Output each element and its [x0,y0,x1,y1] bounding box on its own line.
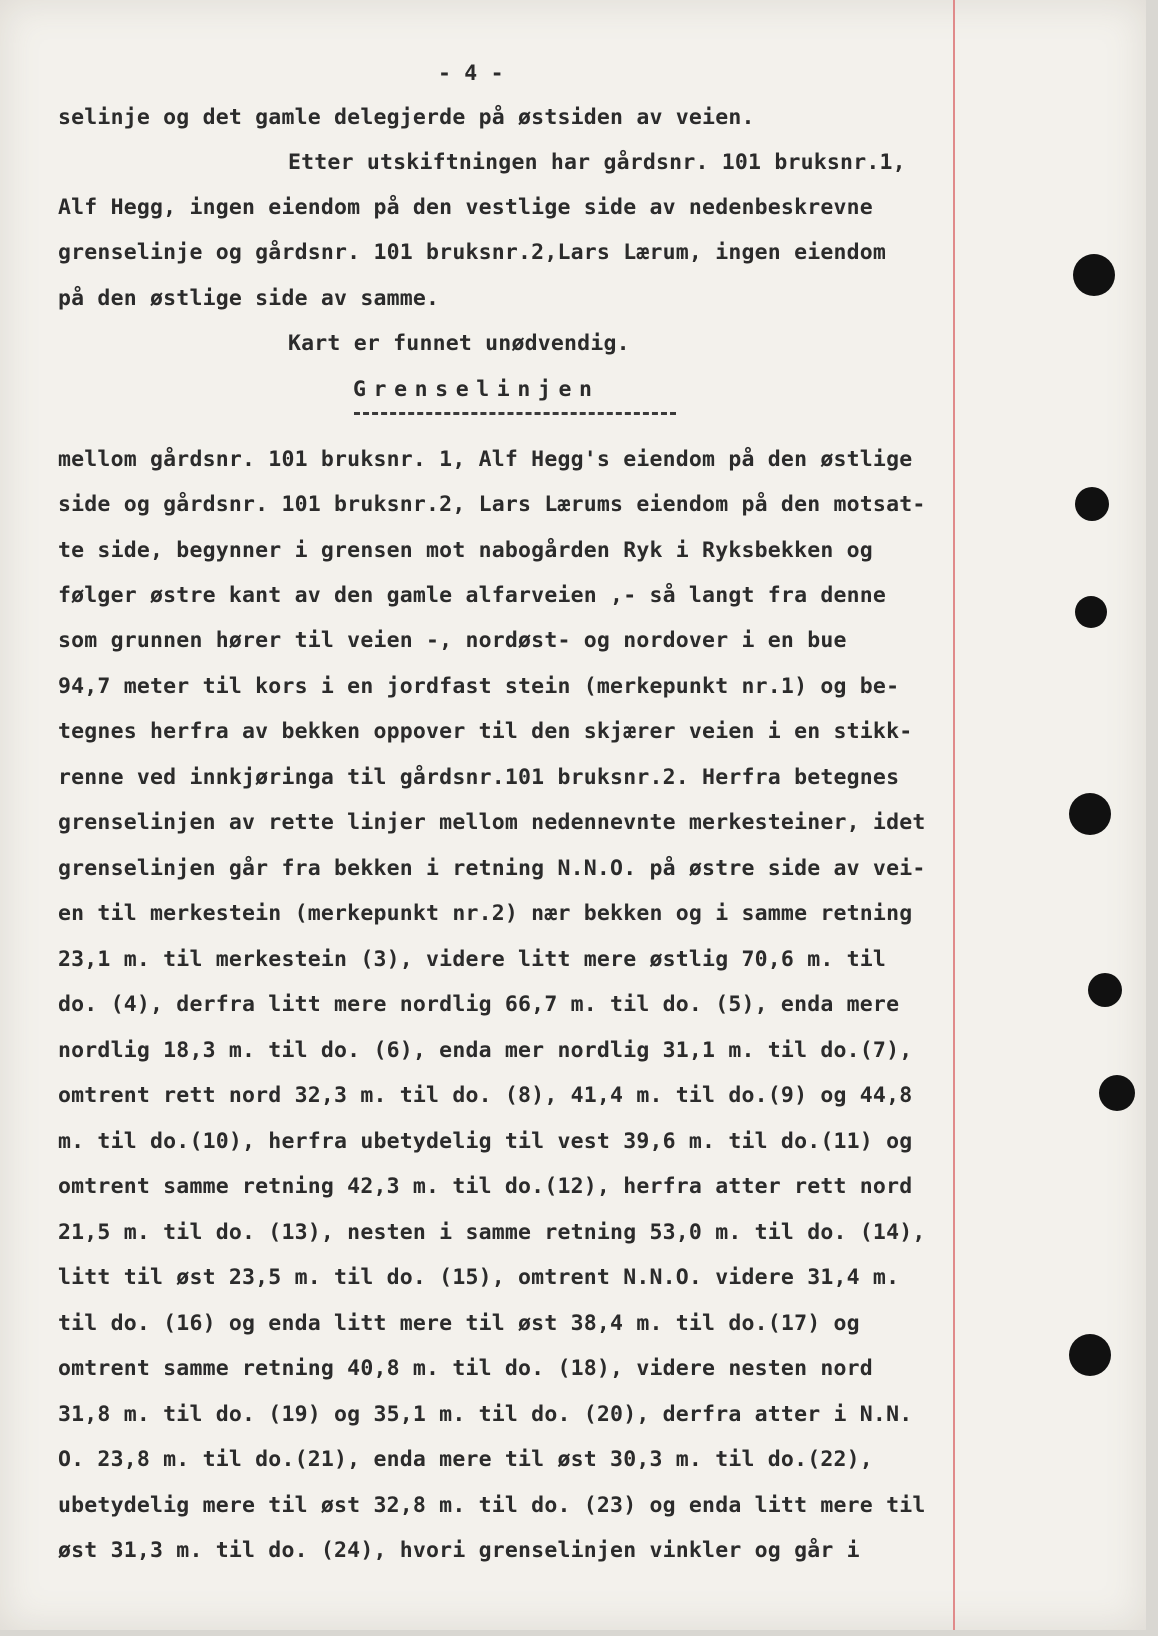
text-line: til do. (16) og enda litt mere til øst 38,4 m. til do.(17) og [58,1311,860,1336]
text-line: Etter utskiftningen har gårdsnr. 101 bruksnr.1, [288,150,906,175]
text-line: tegnes herfra av bekken oppover til den skjærer veien i en stikk- [58,719,913,744]
text-line: Alf Hegg, ingen eiendom på den vestlige side av nedenbeskrevne [58,195,873,220]
text-line: mellom gårdsnr. 101 bruksnr. 1, Alf Hegg's eiendom på den østlige [58,447,913,472]
text-line: grenselinje og gårdsnr. 101 bruksnr.2,Lars Lærum, ingen eiendom [58,240,887,265]
punch-hole [1075,596,1107,628]
text-line: m. til do.(10), herfra ubetydelig til vest 39,6 m. til do.(11) og [58,1129,913,1154]
text-line: nordlig 18,3 m. til do. (6), enda mer nordlig 31,1 m. til do.(7), [58,1038,913,1063]
text-line: som grunnen hører til veien -, nordøst- og nordover i en bue [58,628,847,653]
text-line: side og gårdsnr. 101 bruksnr.2, Lars Lærums eiendom på den motsat- [58,492,926,517]
punch-hole [1073,254,1115,296]
heading-underline [354,412,676,415]
text-line: grenselinjen av rette linjer mellom nedennevnte merkesteiner, idet [58,810,926,835]
text-line: ubetydelig mere til øst 32,8 m. til do. (23) og enda litt mere til [58,1493,926,1518]
text-line: grenselinjen går fra bekken i retning N.N.O. på østre side av vei- [58,856,926,881]
text-line: O. 23,8 m. til do.(21), enda mere til øst 30,3 m. til do.(22), [58,1447,873,1472]
text-line: en til merkestein (merkepunkt nr.2) nær bekken og i samme retning [58,901,913,926]
text-line: Kart er funnet unødvendig. [288,331,630,356]
text-line: omtrent samme retning 40,8 m. til do. (18), videre nesten nord [58,1356,873,1381]
red-margin-line [953,0,955,1630]
section-heading: Grenselinjen [353,377,600,402]
punch-hole [1069,1334,1111,1376]
punch-hole [1099,1075,1135,1111]
text-line: omtrent samme retning 42,3 m. til do.(12), herfra atter rett nord [58,1174,913,1199]
punch-hole [1088,973,1122,1007]
text-line: 31,8 m. til do. (19) og 35,1 m. til do. (20), derfra atter i N.N. [58,1402,913,1427]
punch-hole [1069,793,1111,835]
text-line: på den østlige side av samme. [58,286,440,311]
punch-hole [1075,487,1109,521]
page-number: - 4 - [438,61,504,86]
text-line: øst 31,3 m. til do. (24), hvori grenselinjen vinkler og går i [58,1538,860,1563]
text-line: 94,7 meter til kors i en jordfast stein (merkepunkt nr.1) og be- [58,674,900,699]
text-line: do. (4), derfra litt mere nordlig 66,7 m. til do. (5), enda mere [58,992,900,1017]
text-line: te side, begynner i grensen mot nabogården Ryk i Ryksbekken og [58,538,873,563]
text-line: omtrent rett nord 32,3 m. til do. (8), 41,4 m. til do.(9) og 44,8 [58,1083,913,1108]
text-line: litt til øst 23,5 m. til do. (15), omtrent N.N.O. videre 31,4 m. [58,1265,900,1290]
text-line: selinje og det gamle delegjerde på østsiden av veien. [58,105,755,130]
text-line: renne ved innkjøringa til gårdsnr.101 bruksnr.2. Herfra betegnes [58,765,900,790]
text-line: følger østre kant av den gamle alfarveien ,- så langt fra denne [58,583,887,608]
text-line: 21,5 m. til do. (13), nesten i samme retning 53,0 m. til do. (14), [58,1220,926,1245]
text-line: 23,1 m. til merkestein (3), videre litt mere østlig 70,6 m. til [58,947,887,972]
